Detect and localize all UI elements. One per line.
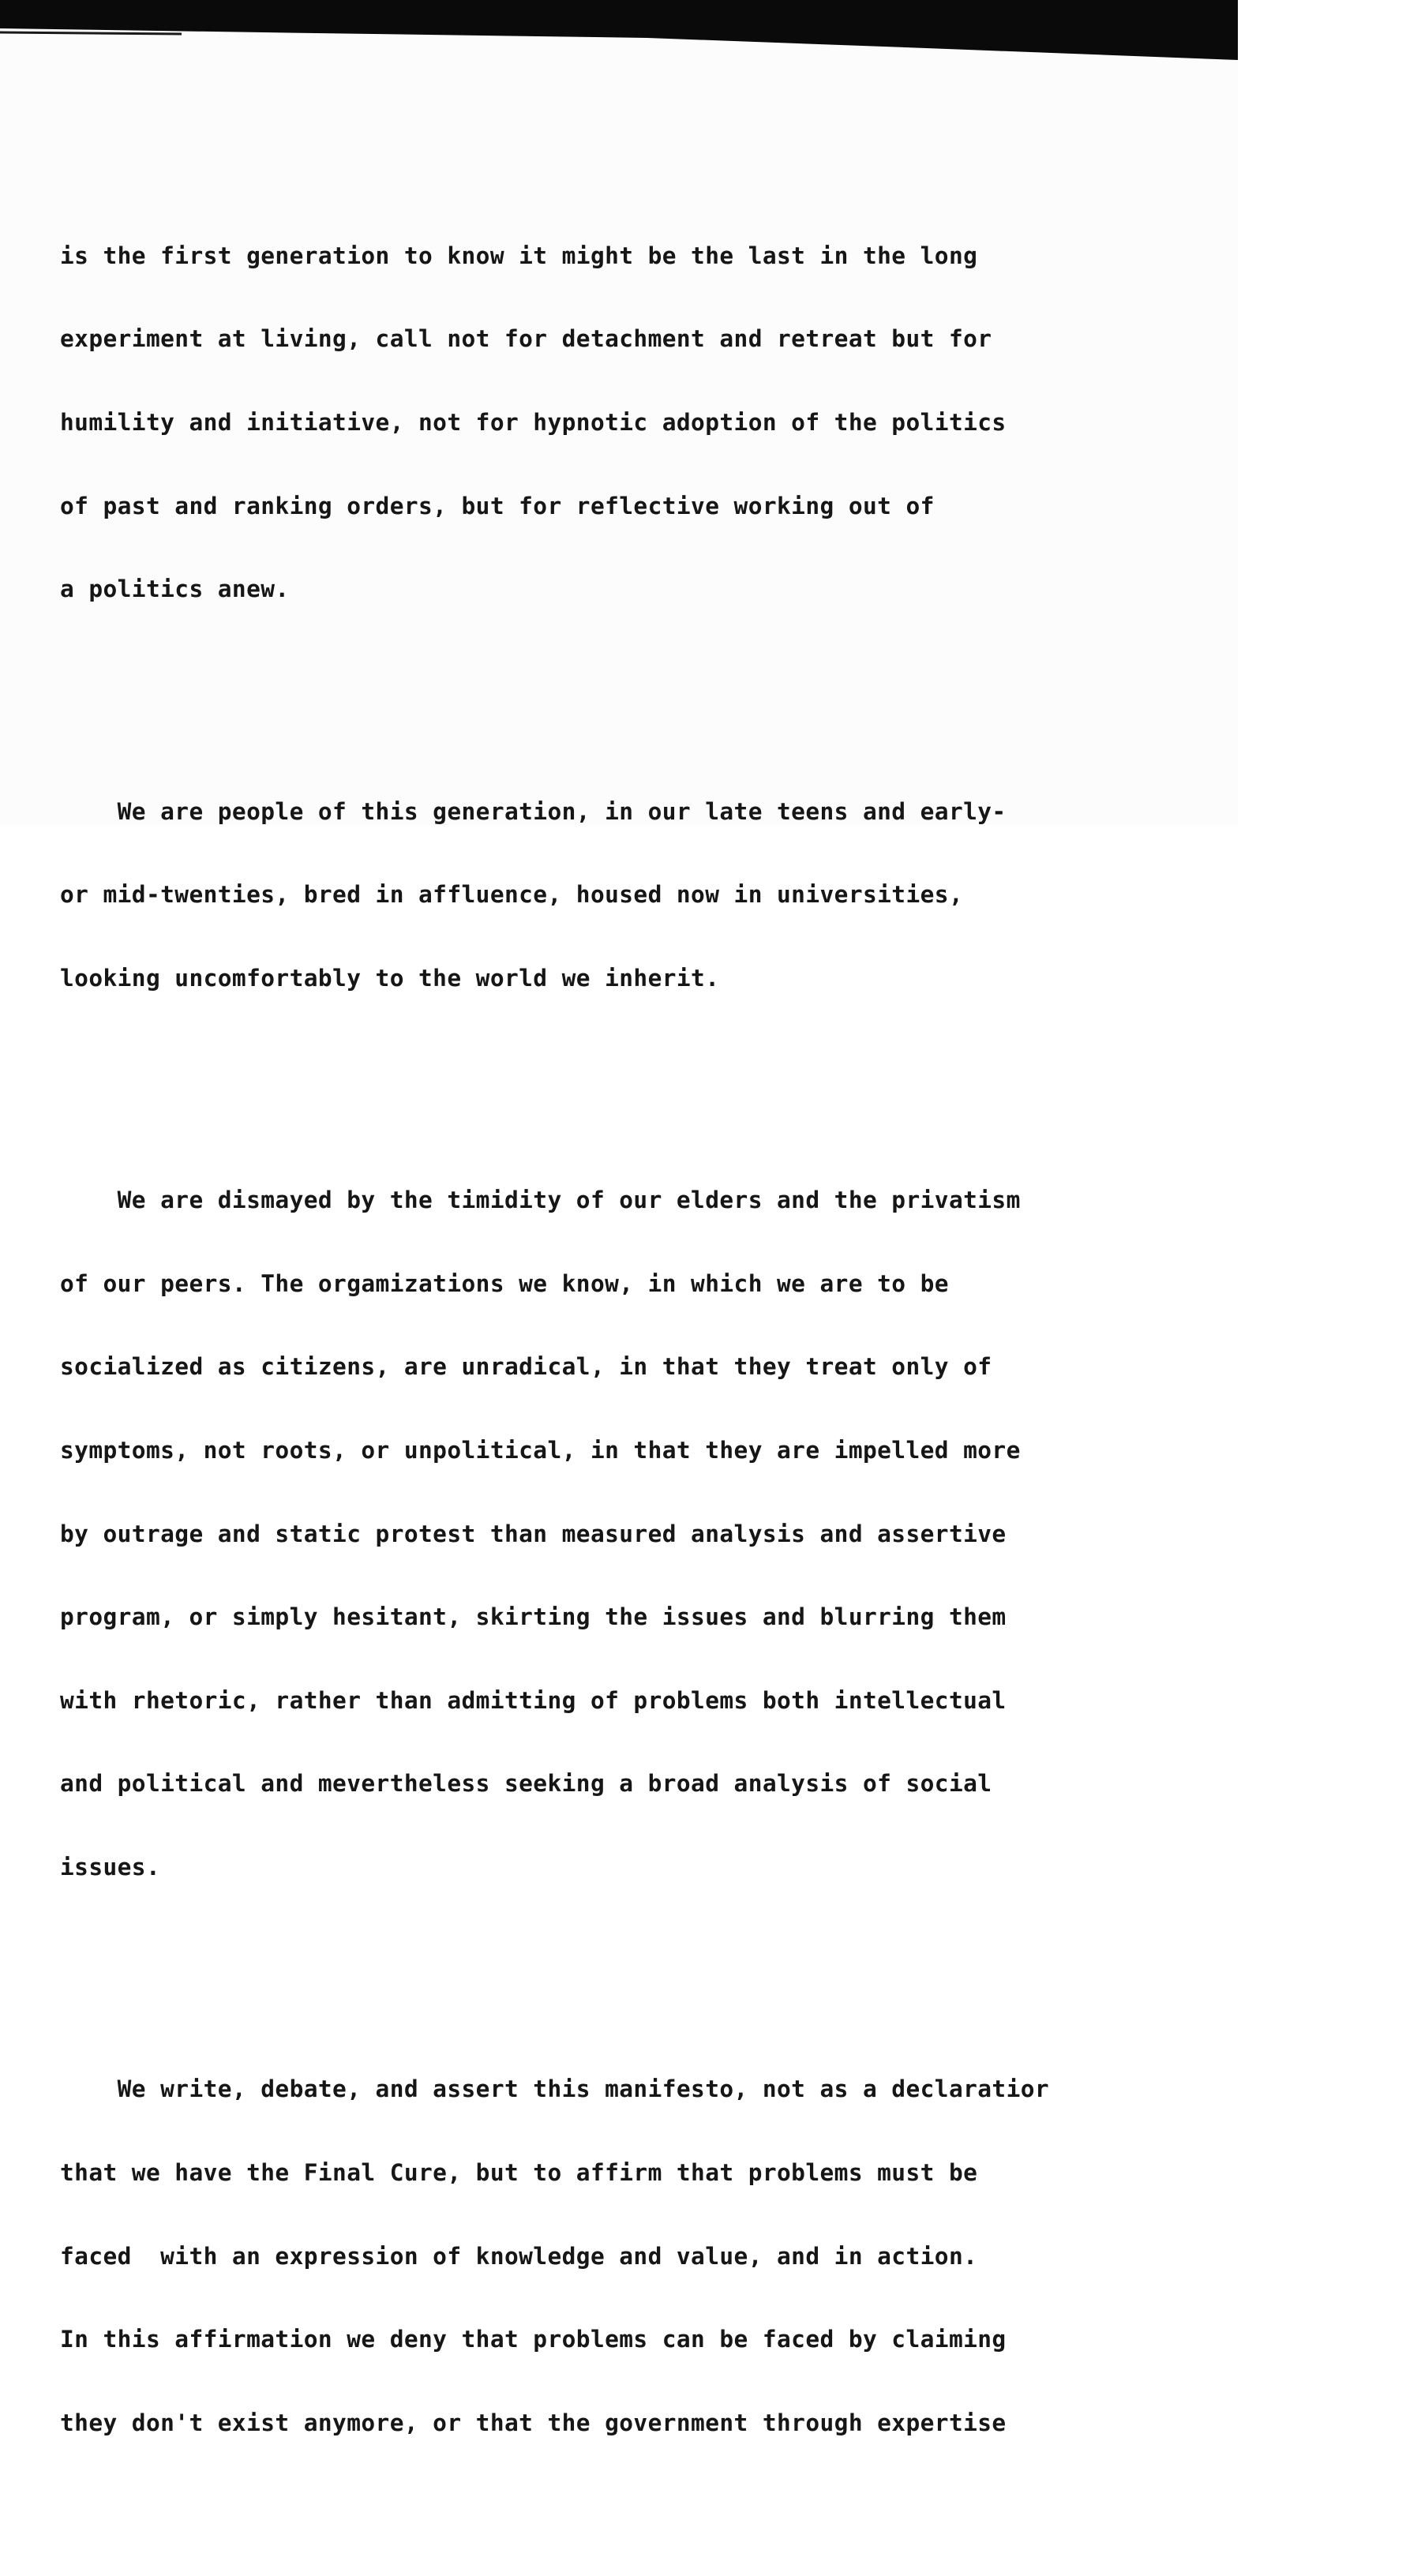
text-line: symptoms, not roots, or unpolitical, in that they are impelled more <box>60 1436 1021 1464</box>
text-line: program, or simply hesitant, skirting the issues and blurring them <box>60 1603 1007 1631</box>
text-line: and political and mevertheless seeking a broad analysis of social <box>60 1770 992 1798</box>
text-line: We are people of this generation, in our late teens and early- <box>60 797 1007 825</box>
text-line: that we have the Final Cure, but to affirm that problems must be <box>60 2158 978 2186</box>
paragraph <box>60 1131 1228 1937</box>
text-line: of past and ranking orders, but for reflective working out of <box>60 492 935 519</box>
paragraph <box>60 2020 1228 2492</box>
text-line: We write, debate, and assert this manifesto, not as a declaratior <box>60 2075 1050 2103</box>
text-line: faced with an expression of knowledge and value, and in action. <box>60 2242 978 2270</box>
typed-text-body <box>60 131 1228 2576</box>
text-line: or mid-twenties, bred in affluence, housed now in universities, <box>60 881 964 909</box>
text-line: is the first generation to know it might be the last in the long <box>60 242 978 269</box>
paragraph <box>60 742 1228 1048</box>
text-line: issues. <box>60 1853 161 1880</box>
text-line: In this affirmation we deny that problems can be faced by claiming <box>60 2326 1007 2353</box>
scan-edge-band <box>0 0 1238 63</box>
text-line: a politics anew. <box>60 576 290 603</box>
text-line: experiment at living, call not for detachment and retreat but for <box>60 325 992 353</box>
text-line: of our peers. The orgamizations we know, in which we are to be <box>60 1269 949 1297</box>
text-line: looking uncomfortably to the world we inherit. <box>60 964 720 992</box>
text-line: humility and initiative, not for hypnotic adoption of the politics <box>60 409 1007 436</box>
text-line: by outrage and static protest than measured analysis and assertive <box>60 1520 1007 1547</box>
paragraph <box>60 186 1228 658</box>
text-line: We are dismayed by the timidity of our elders and the privatism <box>60 1187 1021 1214</box>
text-line: with rhetoric, rather than admitting of problems both intellectual <box>60 1686 1007 1714</box>
text-line: socialized as citizens, are unradical, in that they treat only of <box>60 1353 992 1381</box>
text-line: they don't exist anymore, or that the government through expertise <box>60 2409 1007 2436</box>
